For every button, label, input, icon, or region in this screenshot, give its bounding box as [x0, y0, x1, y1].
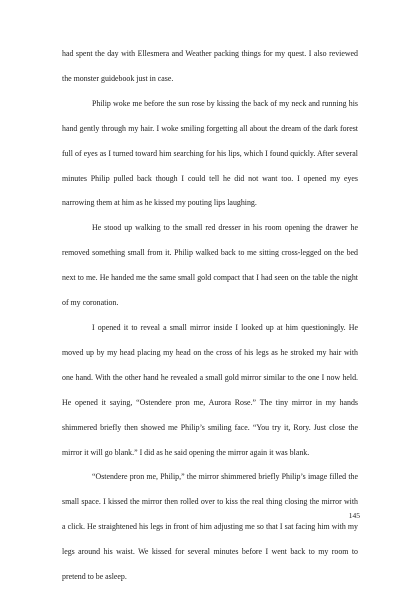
paragraph-5: “Ostendere pron me, Philip,” the mirror shimmered briefly Philip’s image filled the small space. I kissed the mirror then rolled over to kiss the real thing closing the mirror with a click. He straightened his legs in front of him adjusting me so that I sat facing him with my legs around his waist. We kissed for several minutes before I went back to my room to pretend to be asleep. — [62, 472, 358, 582]
paragraph-2: Philip woke me before the sun rose by kissing the back of my neck and running his hand gently through my hair. I woke smiling forgetting all about the dream of the dark forest full of eyes as I turned toward him searching for his lips, which I found quickly. After several minutes Philip pulled back though I could tell he did not want too. I opened my eyes narrowing them at him as he kissed my pouting lips laughing. — [62, 98, 358, 208]
body-text — [62, 42, 358, 590]
paragraph-1: had spent the day with Ellesmera and Weather packing things for my quest. I also reviewed the monster guidebook just in case. — [62, 49, 358, 83]
page-number: 145 — [348, 511, 360, 520]
paragraph-4: I opened it to reveal a small mirror inside I looked up at him questioningly. He moved up by my head placing my head on the cross of his legs as he stroked my hair with one hand. With the other hand he revealed a small gold mirror similar to the one I now held. He opened it saying, “Ostendere pron me, Aurora Rose.” The tiny mirror in my hands shimmered briefly then showed me Philip’s smiling face. “You try it, Rory. Just close the mirror it will go blank.” I did as he said opening the mirror again it was blank. — [62, 322, 358, 457]
paragraph-3: He stood up walking to the small red dresser in his room opening the drawer he removed something small from it. Philip walked back to me sitting cross-legged on the bed next to me. He handed me the same small gold compact that I had seen on the table the night of my coronation. — [62, 223, 358, 308]
